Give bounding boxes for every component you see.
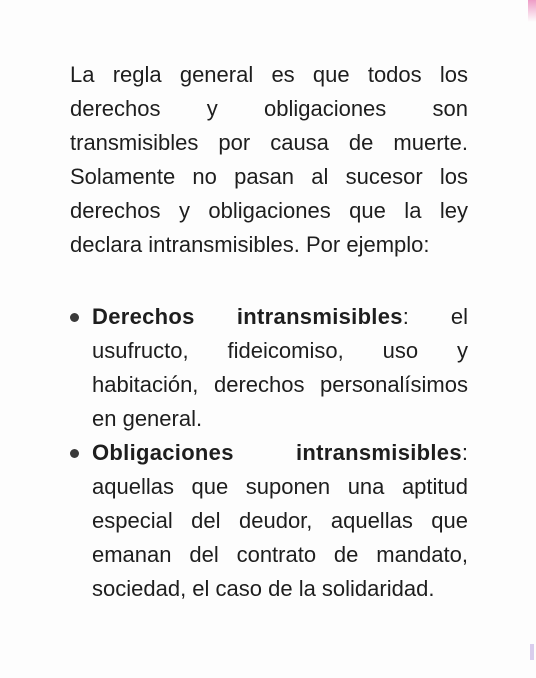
bullet-text: el usufructo, fideicomiso, uso y habitación, derechos personalísimos en general. xyxy=(92,304,468,431)
bullet-icon xyxy=(70,313,79,322)
bullet-text: aquellas que suponen una aptitud especial del deudor, aquellas que emanan del contrato de mandato, sociedad, el caso de la solidaridad. xyxy=(92,474,468,601)
list-item xyxy=(70,436,468,606)
bullet-separator: : xyxy=(461,440,468,465)
bullet-list xyxy=(70,300,468,606)
bullet-icon xyxy=(70,449,79,458)
bullet-separator: : xyxy=(402,304,409,329)
text-block xyxy=(70,58,468,606)
bullet-term: Obligaciones intransmisibles xyxy=(92,440,462,465)
intro-paragraph: La regla general es que todos los derechos y obligaciones son transmisibles por causa de muerte. Solamente no pasan al sucesor los derechos y obligaciones que la ley declara intransmisibles. Por ejemplo: xyxy=(70,62,468,257)
bullet-term: Derechos intransmisibles xyxy=(92,304,403,329)
page-edge-mark xyxy=(528,0,536,22)
list-item xyxy=(70,300,468,436)
page-edge-mark-bottom xyxy=(530,644,534,660)
